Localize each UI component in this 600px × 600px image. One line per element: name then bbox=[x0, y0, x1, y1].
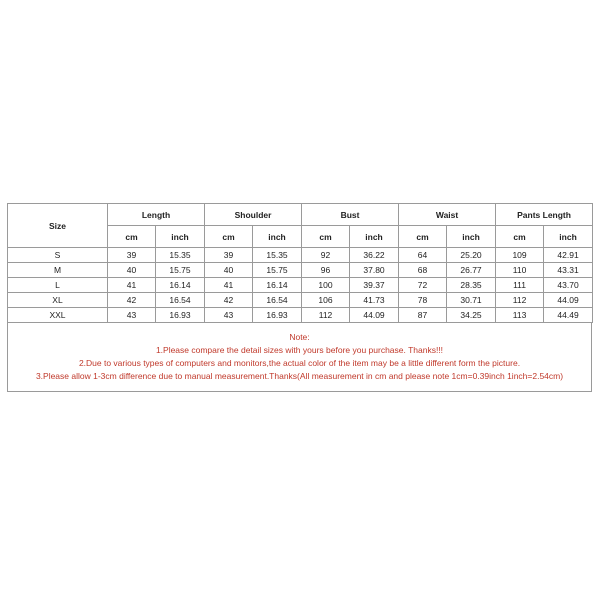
table-cell: 42 bbox=[205, 293, 253, 308]
table-cell: 92 bbox=[302, 248, 350, 263]
table-cell: 106 bbox=[302, 293, 350, 308]
table-cell: 41.73 bbox=[350, 293, 399, 308]
table-cell: 43.31 bbox=[544, 263, 593, 278]
table-cell: 64 bbox=[399, 248, 447, 263]
note-title: Note: bbox=[289, 332, 310, 342]
table-cell: 72 bbox=[399, 278, 447, 293]
table-cell: 25.20 bbox=[447, 248, 496, 263]
table-cell: 112 bbox=[302, 308, 350, 323]
table-cell: 16.54 bbox=[253, 293, 302, 308]
unit-header: cm bbox=[205, 226, 253, 248]
table-cell: 15.75 bbox=[253, 263, 302, 278]
table-cell: 43 bbox=[108, 308, 156, 323]
size-cell: XXL bbox=[8, 308, 108, 323]
table-cell: 43.70 bbox=[544, 278, 593, 293]
unit-header: cm bbox=[302, 226, 350, 248]
unit-header: inch bbox=[253, 226, 302, 248]
table-cell: 42.91 bbox=[544, 248, 593, 263]
table-cell: 41 bbox=[205, 278, 253, 293]
table-cell: 34.25 bbox=[447, 308, 496, 323]
size-header: Size bbox=[8, 204, 108, 248]
table-cell: 42 bbox=[108, 293, 156, 308]
group-header-waist: Waist bbox=[399, 204, 496, 226]
group-header-pants-length: Pants Length bbox=[496, 204, 593, 226]
size-cell: XL bbox=[8, 293, 108, 308]
table-row bbox=[8, 308, 593, 323]
size-cell: S bbox=[8, 248, 108, 263]
table-row bbox=[8, 278, 593, 293]
table-cell: 15.35 bbox=[156, 248, 205, 263]
table-cell: 111 bbox=[496, 278, 544, 293]
notes-box bbox=[7, 323, 592, 392]
table-cell: 44.09 bbox=[544, 293, 593, 308]
table-cell: 16.54 bbox=[156, 293, 205, 308]
table-cell: 44.09 bbox=[350, 308, 399, 323]
table-cell: 15.35 bbox=[253, 248, 302, 263]
size-cell: M bbox=[8, 263, 108, 278]
table-cell: 110 bbox=[496, 263, 544, 278]
table-row bbox=[8, 293, 593, 308]
table-cell: 40 bbox=[108, 263, 156, 278]
table-cell: 40 bbox=[205, 263, 253, 278]
table-cell: 109 bbox=[496, 248, 544, 263]
table-cell: 39.37 bbox=[350, 278, 399, 293]
note-line: 2.Due to various types of computers and monitors,the actual color of the item may be a little different form the picture. bbox=[78, 358, 521, 368]
table-cell: 30.71 bbox=[447, 293, 496, 308]
group-header-length: Length bbox=[108, 204, 205, 226]
unit-header: inch bbox=[156, 226, 205, 248]
group-header-bust: Bust bbox=[302, 204, 399, 226]
note-line: 1.Please compare the detail sizes with yours before you purchase. Thanks!!! bbox=[155, 345, 444, 355]
table-cell: 39 bbox=[205, 248, 253, 263]
table-cell: 68 bbox=[399, 263, 447, 278]
unit-header: cm bbox=[399, 226, 447, 248]
table-cell: 113 bbox=[496, 308, 544, 323]
table-cell: 44.49 bbox=[544, 308, 593, 323]
table-row bbox=[8, 263, 593, 278]
group-header-shoulder: Shoulder bbox=[205, 204, 302, 226]
table-cell: 100 bbox=[302, 278, 350, 293]
table-cell: 78 bbox=[399, 293, 447, 308]
size-chart bbox=[7, 203, 592, 392]
table-cell: 16.14 bbox=[253, 278, 302, 293]
unit-header: cm bbox=[496, 226, 544, 248]
table-cell: 15.75 bbox=[156, 263, 205, 278]
note-line: 3.Please allow 1-3cm difference due to manual measurement.Thanks(All measurement in cm and please note 1cm=0.39inch 1inch=2.54cm) bbox=[35, 371, 564, 381]
group-header-row bbox=[8, 204, 593, 226]
size-table bbox=[7, 203, 593, 323]
table-cell: 112 bbox=[496, 293, 544, 308]
table-cell: 16.93 bbox=[253, 308, 302, 323]
table-cell: 28.35 bbox=[447, 278, 496, 293]
table-cell: 36.22 bbox=[350, 248, 399, 263]
table-cell: 43 bbox=[205, 308, 253, 323]
table-cell: 37.80 bbox=[350, 263, 399, 278]
table-cell: 16.93 bbox=[156, 308, 205, 323]
unit-header: cm bbox=[108, 226, 156, 248]
table-cell: 39 bbox=[108, 248, 156, 263]
table-cell: 96 bbox=[302, 263, 350, 278]
table-cell: 16.14 bbox=[156, 278, 205, 293]
size-cell: L bbox=[8, 278, 108, 293]
table-cell: 26.77 bbox=[447, 263, 496, 278]
table-row bbox=[8, 248, 593, 263]
unit-header: inch bbox=[447, 226, 496, 248]
unit-header: inch bbox=[544, 226, 593, 248]
table-cell: 87 bbox=[399, 308, 447, 323]
table-cell: 41 bbox=[108, 278, 156, 293]
unit-header: inch bbox=[350, 226, 399, 248]
